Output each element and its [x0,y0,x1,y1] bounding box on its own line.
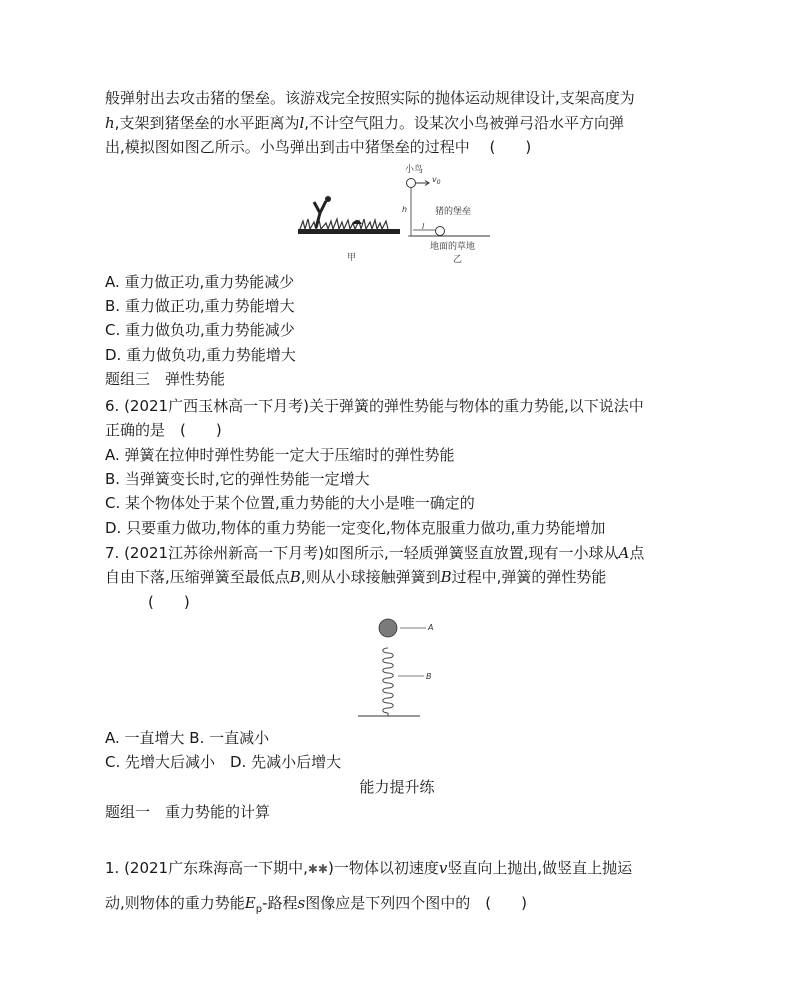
figure-yi [402,163,490,265]
q5-var-h: h [105,114,115,132]
q1-line2 [105,892,527,921]
label-yi: 乙 [453,255,463,265]
q7-line2-a: 自由下落,压缩弹簧至最低点 [105,568,290,586]
ball [379,619,397,637]
q6-option-d: D. 只要重力做功,物体的重力势能一定变化,物体克服重力做功,重力势能增加 [105,519,606,537]
q7-line2 [105,566,606,588]
q7-line1-b: 点 [629,544,645,562]
figure-jia [298,196,400,263]
q5-line3: 出,模拟图如图乙所示。小鸟弹出到击中猪堡垒的过程中 ( ) [105,138,532,156]
q7-point-b: B [289,568,301,586]
section-title: 能力提升练 [359,778,435,796]
q5-option-a: A. 重力做正功,重力势能减少 [105,273,295,291]
label-bird: 小鸟 [405,165,424,175]
q7-point-a: A [618,544,630,562]
q1-line2-b: -路程 [262,894,298,912]
q1-var-e-sub: p [255,904,263,915]
q7-line1 [105,542,644,564]
q7-figure [352,614,442,720]
label-a: A [428,623,434,632]
q5-line1: 般弹射出去攻击猪的堡垒。该游戏完全按照实际的抛体运动规律设计,支架高度为 [105,89,635,107]
q1-line1 [105,857,632,880]
label-v0: $v_0$ [432,175,441,186]
q6-line1: 6. (2021广西玉林高一下月考)关于弹簧的弹性势能与物体的重力势能,以下说法中 [105,397,644,415]
label-jia: 甲 [347,253,357,263]
q5-line2 [105,112,624,134]
q7-options-2: C. 先增大后减小 D. 先减小后增大 [105,753,342,771]
group1-title: 题组一 重力势能的计算 [105,803,271,821]
q7-point-b2: B [440,568,452,586]
q5-option-c: C. 重力做负功,重力势能减少 [105,321,295,339]
q5-var-l: l [299,114,305,132]
q1-var-v: v [438,859,448,877]
q5-line2-b: ,不计空气阻力。设某次小鸟被弹弓沿水平方向弹 [304,114,625,132]
q6-option-a: A. 弹簧在拉伸时弹性势能一定大于压缩时的弹性势能 [105,446,455,464]
q1-line2-a: 动,则物体的重力势能 [105,894,245,912]
q1-line1-a: 1. (2021广东珠海高一下期中, [105,859,308,877]
q5-option-b: B. 重力做正功,重力势能增大 [105,297,295,315]
q6-option-b: B. 当弹簧变长时,它的弹性势能一定增大 [105,470,370,488]
q7-line2-c: 过程中,弹簧的弹性势能 [451,568,607,586]
label-b: B [426,672,432,681]
group3-title: 题组三 弹性势能 [105,370,226,388]
label-fort: 猪的堡垒 [435,207,472,217]
q7-line3: ( ) [148,593,190,611]
q1-var-e: E [244,894,256,912]
label-h: h [402,205,408,214]
q6-option-c: C. 某个物体处于某个位置,重力势能的大小是唯一确定的 [105,494,475,512]
q1-line1-c: 竖直向上抛出,做竖直上抛运 [447,859,633,877]
q1-line2-c: 图像应是下列四个图中的 ( ) [305,894,527,912]
difficulty-star-icon: ✱✱ [307,862,328,876]
q7-line2-b: ,则从小球接触弹簧到 [300,568,441,586]
q5-option-d: D. 重力做负功,重力势能增大 [105,346,296,364]
q1-var-s: s [297,894,306,912]
q7-options-1: A. 一直增大 B. 一直减小 [105,729,270,747]
q5-figure [290,158,505,270]
q7-line1-a: 7. (2021江苏徐州新高一下月考)如图所示,一轻质弹簧竖直放置,现有一小球从 [105,544,619,562]
q6-line2: 正确的是 ( ) [105,421,222,439]
label-l: l [422,222,425,231]
spring [383,648,394,713]
q1-line1-b: )一物体以初速度 [327,859,439,877]
label-ground: 地面的草地 [430,242,476,252]
q5-line2-a: ,支架到猪堡垒的水平距离为 [114,114,300,132]
